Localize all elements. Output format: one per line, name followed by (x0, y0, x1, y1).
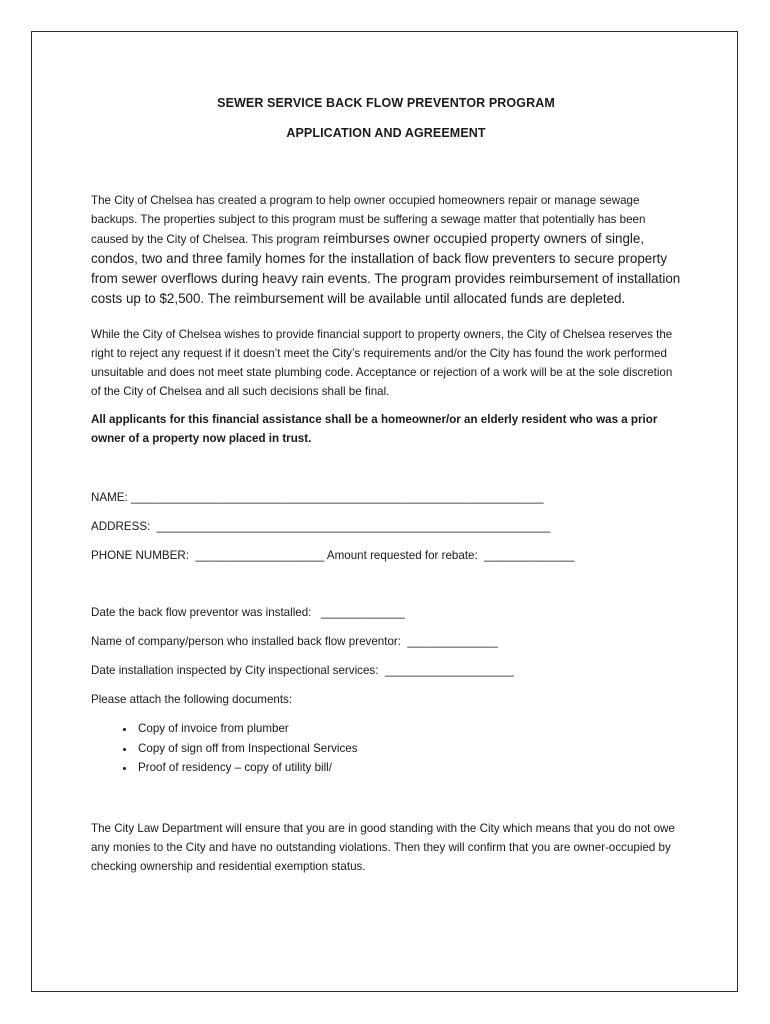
install-date-field: Date the back flow preventor was installed: _____________ (91, 606, 405, 619)
intro-paragraph (91, 191, 681, 309)
rights-paragraph: While the City of Chelsea wishes to provide financial support to property owners, the City of Chelsea reserves the right to reject any request if it doesn’t meet the City’s requirements and/or the City has found the work performed unsuitable and does not meet state plumbing code. Acceptance or rejection of a work will be at the sole discretion of the City of Chelsea and all such decisions shall be final. (91, 328, 673, 398)
list-item: • Copy of sign off from Inspectional Services (136, 739, 681, 759)
inspection-date-field: Date installation inspected by City inspectional services: ____________________ (91, 664, 514, 677)
document-content (91, 96, 681, 876)
closing-paragraph: The City Law Department will ensure that you are in good standing with the City which means that you do not owe any monies to the City and have no outstanding violations. Then they will confirm that you are owner-occupied by checking ownership and residential exemption status. (91, 821, 675, 873)
phone-rebate-field: PHONE NUMBER: ____________________ Amount requested for rebate: ______________ (91, 549, 575, 562)
installer-field: Name of company/person who installed back flow preventor: ______________ (91, 635, 498, 648)
document-title: SEWER SERVICE BACK FLOW PREVENTOR PROGRAM (217, 96, 555, 110)
list-item: • Copy of invoice from plumber (136, 719, 681, 739)
intro-text-small: The City of Chelsea has created a program to help owner occupied homeowners repair or manage sewage backups. The properties subject to this program must be suffering a sewage matter that potentially has been caused by the City of Chelsea. This program (91, 194, 646, 246)
attach-instruction: Please attach the following documents: (91, 693, 293, 706)
document-page (31, 31, 738, 992)
attachments-list (91, 719, 681, 778)
address-field: ADDRESS: _____________________________________________________________ (91, 520, 551, 533)
eligibility-statement: All applicants for this financial assistance shall be a homeowner/or an elderly resident who was a prior owner of a property now placed in trust. (91, 413, 658, 445)
name-field: NAME: ________________________________________________________________ (91, 491, 544, 504)
list-item: • Proof of residency – copy of utility bill/ (136, 758, 681, 778)
document-subtitle: APPLICATION AND AGREEMENT (286, 126, 486, 140)
intro-text-large: reimburses owner occupied property owners of single, condos, two and three family homes for the installation of back flow preventers to secure property from sewer overflows during heavy rain events. The program provides reimbursement of installation costs up to $2,500. The reimbursement will be available until allocated funds are depleted. (91, 231, 681, 306)
